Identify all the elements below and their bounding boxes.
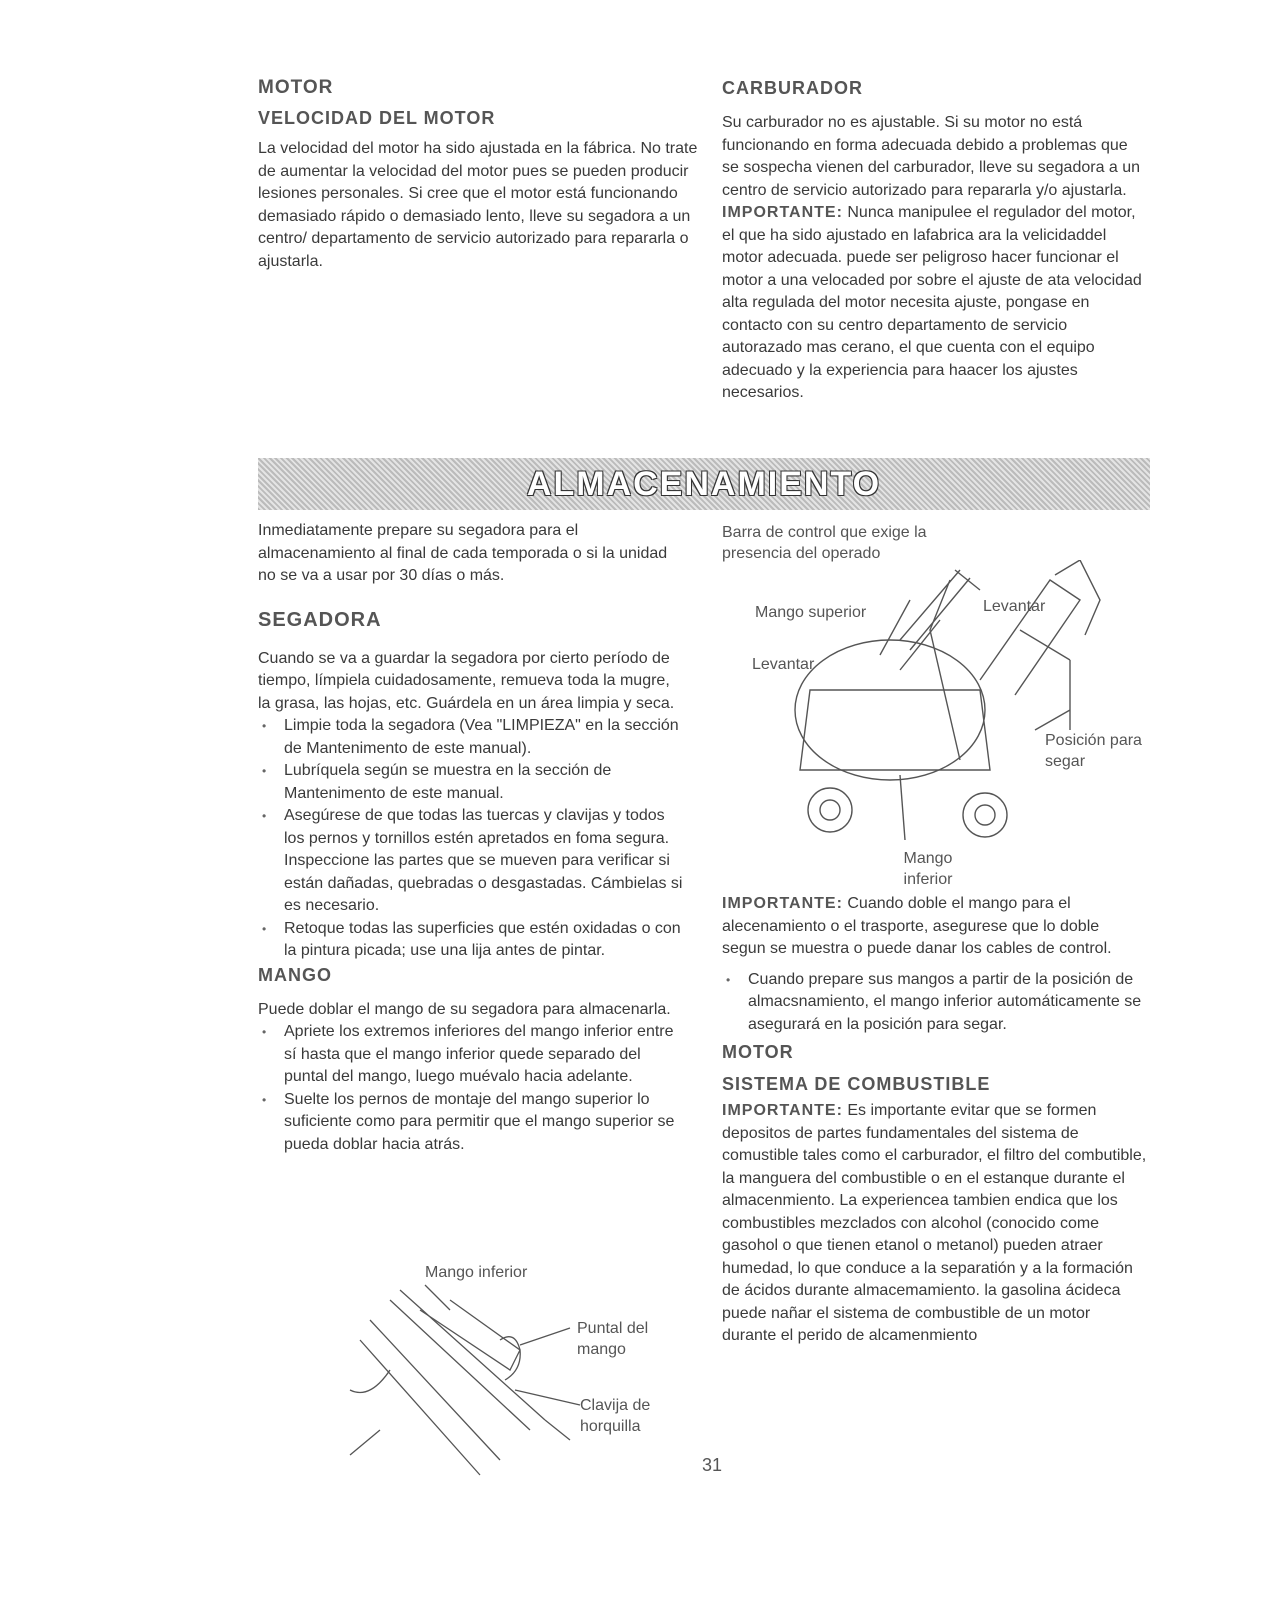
important-label: IMPORTANTE: xyxy=(722,204,843,221)
handle-important-text: Cuando doble el mango para el alecenamiento o el trasporte, asegurese que lo doble segun se muestra o puede danar los cables de control. xyxy=(722,895,1112,957)
important-label: IMPORTANTE: xyxy=(722,895,843,912)
handle-bullets xyxy=(258,1021,683,1156)
handle-illustration xyxy=(330,1280,590,1480)
label-lower-handle-mower: Mango inferior xyxy=(903,850,953,888)
list-item: • Asegúrese de que todas las tuercas y clavijas y todos los pernos y tornillos estén apretados en foma segura. Inspeccione las partes que se mueven para verificar si están dañadas, quebradas o desgastadas. Cámbielas si es necesario. xyxy=(284,805,683,918)
label-lift-left: Levantar xyxy=(752,656,815,673)
storage-banner xyxy=(258,458,1150,510)
label-upper-handle: Mango superior xyxy=(755,604,867,621)
banner-title: ALMACENAMIENTO xyxy=(526,464,882,503)
carburetor-body: Su carburador no es ajustable. Si su motor no está funcionando en forma adecuada debido a problemas que se sospecha vienen del carburador, lleve su segadora a un centro de servicio autorizado para repararla y/o ajustarla. xyxy=(722,114,1141,199)
motor-heading: MOTOR xyxy=(258,77,334,98)
label-mow-position: Posición para segar xyxy=(1045,732,1142,770)
motor-speed-section xyxy=(258,76,698,273)
storage-intro: Inmediatamente prepare su segadora para el almacenamiento al final de cada temporada o si la unidad no se va a usar por 30 días o más. xyxy=(258,522,668,584)
carburetor-heading: CARBURADOR xyxy=(722,78,863,98)
list-item: • Apriete los extremos inferiores del mango inferior entre sí hasta que el mango inferior quede separado del puntal del mango, luego muévalo hacia adelante. xyxy=(284,1021,683,1089)
label-control-bar: Barra de control que exige la presencia del operado xyxy=(722,524,927,562)
handle-body: Puede doblar el mango de su segadora para almacenarla. xyxy=(258,1000,671,1018)
list-item: • Lubríquela según se muestra en la sección de Mantenimento de este manual. xyxy=(284,760,683,805)
page-number: 31 xyxy=(702,1455,723,1475)
list-item: • Limpie toda la segadora (Vea "LIMPIEZA" en la sección de Mantenimento de este manual). xyxy=(284,715,683,760)
handle-heading: MANGO xyxy=(258,964,332,985)
carburetor-important-text: Nunca manipulee el regulador del motor, el que ha sido ajustado en lafabrica ara la velicidaddel motor adecuada. puede ser peligroso hacer funcionar el motor a una velocaded por sobre el ajuste de ata velocidad alta regulada del motor necesita ajuste, pongase en contacto con su centro departamento de servicio autorazado mas cerano, el que cuenta con el equipo adecuado y la experiencia para haacer los ajustes necesarios. xyxy=(722,204,1142,401)
handle-important-section xyxy=(722,893,1147,1348)
label-pin: Clavija de horquilla xyxy=(580,1397,651,1435)
carburetor-section xyxy=(722,76,1147,405)
label-lower-handle: Mango inferior xyxy=(425,1264,528,1281)
mower-heading: SEGADORA xyxy=(258,608,382,631)
storage-section xyxy=(258,520,683,1156)
motor-speed-heading: VELOCIDAD DEL MOTOR xyxy=(258,108,496,128)
list-item: • Retoque todas las superficies que estén oxidadas o con la pintura picada; use una lija antes de pintar. xyxy=(284,918,683,963)
list-item: • Suelte los pernos de montaje del mango superior lo suficiente como para permitir que el mango superior se pueda doblar hacia atrás. xyxy=(284,1089,683,1157)
list-item: • Cuando prepare sus mangos a partir de la posición de almacsnamiento, el mango inferior automáticamente se asegurará en la posición para segar. xyxy=(748,969,1147,1037)
motor-speed-body: La velocidad del motor ha sido ajustada en la fábrica. No trate de aumentar la velocidad del motor pues se pueden producir lesiones personales. Si cree que el motor está funcionando demasiado rápido o demasiado lento, lleve su segadora a un centro/ departamento de servicio autorizado para repararla o ajustarla. xyxy=(258,140,698,270)
mower-bullets xyxy=(258,715,683,963)
mower-illustration xyxy=(780,560,1140,850)
engine-heading: MOTOR xyxy=(722,1042,794,1062)
important-label: IMPORTANTE: xyxy=(722,1102,843,1119)
label-strut: Puntal del mango xyxy=(577,1320,649,1358)
label-lift-right: Levantar xyxy=(983,598,1046,615)
handle-notes xyxy=(722,969,1147,1037)
fuel-system-heading: SISTEMA DE COMBUSTIBLE xyxy=(722,1074,991,1094)
mower-body: Cuando se va a guardar la segadora por cierto período de tiempo, límpiela cuidadosamente, remueva toda la mugre, la grasa, las hojas, etc. Guárdela en un área limpia y seca. xyxy=(258,649,675,712)
fuel-system-text: Es importante evitar que se formen depositos de partes fundamentales del sistema de comustible tales como el carburador, el filtro del combutible, la manguera del combustible o en el estanque durante el almacenmiento. La experiencea tambien endica que los combustibles mezclados con alcohol (conocido come gasohol o que tienen etanol o metanol) pueden atraer humedad, lo que conduce a la separatión y a la formación de ácidos durante almacemamiento. la gasolina ácideca puede nañar el sistema de combustible de un motor durante el perido de alcamenmiento xyxy=(722,1102,1147,1344)
